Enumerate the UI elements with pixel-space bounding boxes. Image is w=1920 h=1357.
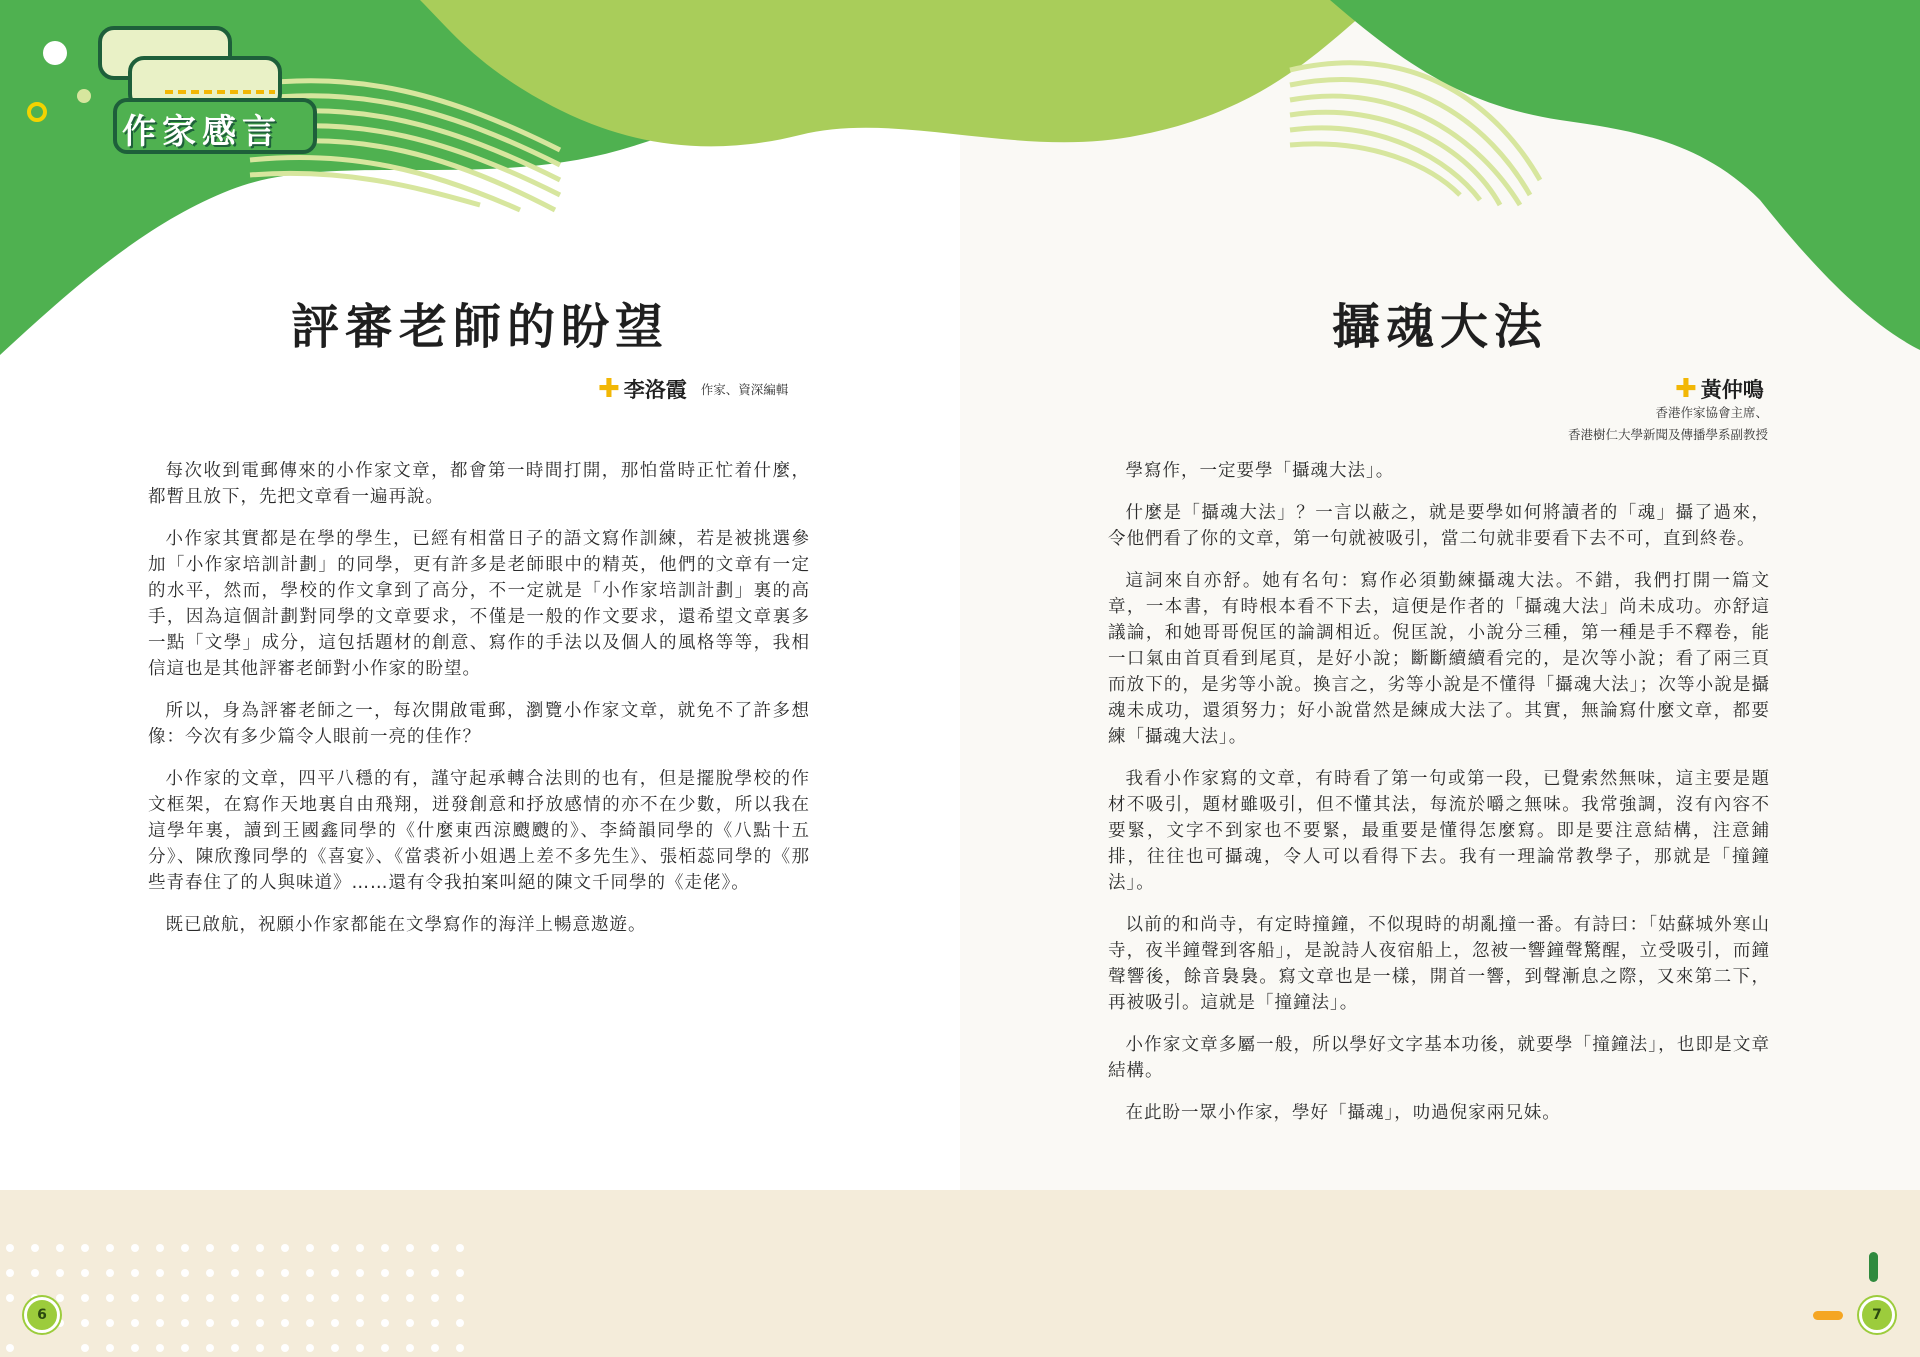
footer-dot: [81, 1294, 89, 1302]
footer-dot: [406, 1269, 414, 1277]
badge-char: 作: [122, 112, 156, 152]
footer-dot: [31, 1244, 39, 1252]
footer-dot: [6, 1269, 14, 1277]
page-number-left: 6: [24, 1297, 60, 1333]
section-badge: [122, 104, 276, 153]
footer-dot: [356, 1269, 364, 1277]
footer-dot: [131, 1269, 139, 1277]
paragraph: 這詞來自亦舒。她有名句：寫作必須勤練攝魂大法。不錯，我們打開一篇文章，一本書，有時根本看不下去，這便是作者的「攝魂大法」尚未成功。亦舒這議論，和她哥哥倪匡的論調相近。倪匡說，小說分三種，第一種是手不釋卷，能一口氣由首頁看到尾頁，是好小說；斷斷續續看完的，是次等小說；看了兩三頁而放下的，是劣等小說。換言之，劣等小說是不懂得「攝魂大法」；次等小說是攝魂未成功，還須努力；好小說當然是練成大法了。其實，無論寫什麼文章，都要練「攝魂大法」。: [1108, 571, 1770, 747]
footer-dot: [106, 1269, 114, 1277]
footer-dot: [6, 1244, 14, 1252]
footer-dot: [356, 1294, 364, 1302]
footer-dot: [331, 1269, 339, 1277]
left-author-role: 作家、資深編輯: [700, 382, 789, 397]
paragraph: 什麼是「攝魂大法」？一言以蔽之，就是要學如何將讀者的「魂」攝了過來，令他們看了你的文章，第一句就被吸引，當二句就非要看下去不可，直到終卷。: [1108, 503, 1770, 549]
footer-dot: [131, 1294, 139, 1302]
footer-dot: [231, 1319, 239, 1327]
paragraph: 學寫作，一定要學「攝魂大法」。: [1125, 461, 1395, 481]
right-author: [1675, 374, 1764, 404]
footer-dot: [306, 1269, 314, 1277]
footer-dot: [306, 1294, 314, 1302]
footer-dot: [356, 1244, 364, 1252]
plus-icon: ✚: [1675, 374, 1697, 404]
footer-dot: [156, 1269, 164, 1277]
footer-dot: [206, 1269, 214, 1277]
paragraph: 我看小作家寫的文章，有時看了第一句或第一段，已覺索然無味，這主要是題材不吸引，題材雖吸引，但不懂其法，每流於嚼之無味。我常強調，沒有內容不要緊，文字不到家也不要緊，最重要是懂得怎麼寫。即是要注意結構，注意鋪排，往往也可攝魂，令人可以看得下去。我有一理論常教學子，那就是「撞鐘法」。: [1108, 769, 1770, 893]
footer-dot: [331, 1294, 339, 1302]
left-article-body: [148, 458, 810, 954]
footer-dot: [456, 1269, 464, 1277]
footer-dot: [256, 1319, 264, 1327]
footer-dot: [406, 1244, 414, 1252]
footer-dot: [381, 1244, 389, 1252]
footer-dot: [381, 1294, 389, 1302]
footer-dot: [381, 1269, 389, 1277]
footer-dot: [356, 1344, 364, 1352]
footer-dot: [456, 1319, 464, 1327]
decor-dash: [1813, 1311, 1843, 1320]
plus-icon: ✚: [598, 374, 620, 404]
paragraph: 以前的和尚寺，有定時撞鐘，不似現時的胡亂撞一番。有詩曰：「姑蘇城外寒山寺，夜半鐘聲到客船」，是說詩人夜宿船上，忽被一響鐘聲驚醒，立受吸引，而鐘聲響後，餘音裊裊。寫文章也是一樣，開首一響，到聲漸息之際，又來第二下，再被吸引。這就是「撞鐘法」。: [1108, 915, 1770, 1013]
paragraph: 小作家其實都是在學的學生，已經有相當日子的語文寫作訓練，若是被挑選參加「小作家培訓計劃」的同學，更有許多是老師眼中的精英，他們的文章有一定的水平，然而，學校的作文拿到了高分，不一定就是「小作家培訓計劃」裏的高手，因為這個計劃對同學的文章要求，不僅是一般的作文要求，還希望文章裏多一點「文學」成分，這包括題材的創意、寫作的手法以及個人的風格等等，我相信這也是其他評審老師對小作家的盼望。: [148, 529, 810, 679]
footer-dot: [406, 1319, 414, 1327]
footer-dot: [156, 1319, 164, 1327]
footer-dot: [256, 1244, 264, 1252]
footer-dot: [281, 1344, 289, 1352]
left-author: [598, 374, 788, 404]
footer-dot: [431, 1319, 439, 1327]
footer-dots: [0, 1190, 480, 1357]
footer-dot: [281, 1319, 289, 1327]
footer-dot: [256, 1294, 264, 1302]
footer-dot: [331, 1319, 339, 1327]
footer-dot: [456, 1344, 464, 1352]
left-page-title: 評審老師的盼望: [290, 299, 669, 355]
footer-dot: [131, 1319, 139, 1327]
footer-dot: [106, 1344, 114, 1352]
footer-dot: [381, 1319, 389, 1327]
footer-dot: [206, 1244, 214, 1252]
right-author-roles: [1348, 402, 1768, 446]
footer-dot: [256, 1344, 264, 1352]
footer-dot: [231, 1269, 239, 1277]
footer-dot: [131, 1344, 139, 1352]
paragraph: 小作家文章多屬一般，所以學好文字基本功後，就要學「撞鐘法」，也即是文章結構。: [1108, 1035, 1770, 1081]
right-page-title: 攝魂大法: [1331, 299, 1548, 355]
left-author-name: 李洛霞: [623, 378, 687, 402]
footer-dot: [181, 1294, 189, 1302]
badge-char: 感: [202, 112, 236, 152]
footer-dot: [281, 1244, 289, 1252]
right-article-body: [1108, 458, 1770, 1142]
footer-dot: [206, 1344, 214, 1352]
footer-dot: [181, 1269, 189, 1277]
footer-dot: [81, 1319, 89, 1327]
footer-dot: [31, 1269, 39, 1277]
footer-dot: [181, 1319, 189, 1327]
footer-dot: [356, 1319, 364, 1327]
footer-dot: [306, 1244, 314, 1252]
footer-dot: [306, 1319, 314, 1327]
paragraph: 小作家的文章，四平八穩的有，謹守起承轉合法則的也有，但是擺脫學校的作文框架，在寫作天地裏自由飛翔，迸發創意和抒放感情的亦不在少數，所以我在這學年裏，讀到王國鑫同學的《什麼東西涼颼颼的》、李綺韻同學的《八點十五分》、陳欣豫同學的《喜宴》、《當裘祈小姐遇上差不多先生》、張栢蕊同學的《那些青春住了的人與味道》……還有令我拍案叫絕的陳文千同學的《走佬》。: [148, 769, 810, 893]
paragraph: 每次收到電郵傳來的小作家文章，都會第一時間打開，那怕當時正忙着什麼，都暫且放下，先把文章看一遍再說。: [148, 461, 810, 507]
footer-dot: [456, 1294, 464, 1302]
footer-dot: [56, 1294, 64, 1302]
right-author-name: 黃仲鳴: [1700, 378, 1764, 402]
footer-dot: [431, 1294, 439, 1302]
footer-dot: [56, 1269, 64, 1277]
footer-dot: [81, 1344, 89, 1352]
footer-dot: [431, 1244, 439, 1252]
page-number-right: 7: [1859, 1297, 1895, 1333]
footer-dot: [306, 1344, 314, 1352]
footer-dot: [81, 1269, 89, 1277]
footer-dot: [56, 1244, 64, 1252]
footer-dot: [406, 1294, 414, 1302]
right-author-role: 香港樹仁大學新聞及傳播學系副教授: [1567, 427, 1768, 442]
footer-dot: [406, 1344, 414, 1352]
footer-dot: [6, 1344, 14, 1352]
footer-dot: [206, 1319, 214, 1327]
footer-dot: [156, 1244, 164, 1252]
footer-dot: [331, 1344, 339, 1352]
footer-dot: [381, 1344, 389, 1352]
paragraph: 在此盼一眾小作家，學好「攝魂」，叻過倪家兩兄妹。: [1125, 1103, 1561, 1123]
paragraph: 既已啟航，祝願小作家都能在文學寫作的海洋上暢意遨遊。: [165, 915, 647, 935]
footer-dot: [206, 1294, 214, 1302]
footer-dot: [106, 1244, 114, 1252]
right-author-role: 香港作家協會主席、: [1655, 405, 1768, 420]
footer-dot: [256, 1269, 264, 1277]
footer-dot: [106, 1294, 114, 1302]
footer-dot: [231, 1344, 239, 1352]
footer-dot: [156, 1344, 164, 1352]
badge-char: 言: [242, 112, 276, 152]
badge-char: 家: [162, 112, 196, 152]
decor-bar: [1869, 1252, 1878, 1282]
footer-dot: [431, 1269, 439, 1277]
footer-dot: [131, 1244, 139, 1252]
paragraph: 所以，身為評審老師之一，每次開啟電郵，瀏覽小作家文章，就免不了許多想像：今次有多少篇令人眼前一亮的佳作？: [148, 701, 810, 747]
footer-dot: [6, 1294, 14, 1302]
footer-dot: [181, 1344, 189, 1352]
footer-dot: [431, 1344, 439, 1352]
footer-dot: [231, 1294, 239, 1302]
footer-dot: [456, 1244, 464, 1252]
footer-dot: [231, 1244, 239, 1252]
footer-dot: [281, 1294, 289, 1302]
footer-dot: [81, 1244, 89, 1252]
footer-dot: [331, 1244, 339, 1252]
footer-dot: [106, 1319, 114, 1327]
footer-dot: [281, 1269, 289, 1277]
footer-dot: [156, 1294, 164, 1302]
footer-dot: [181, 1244, 189, 1252]
